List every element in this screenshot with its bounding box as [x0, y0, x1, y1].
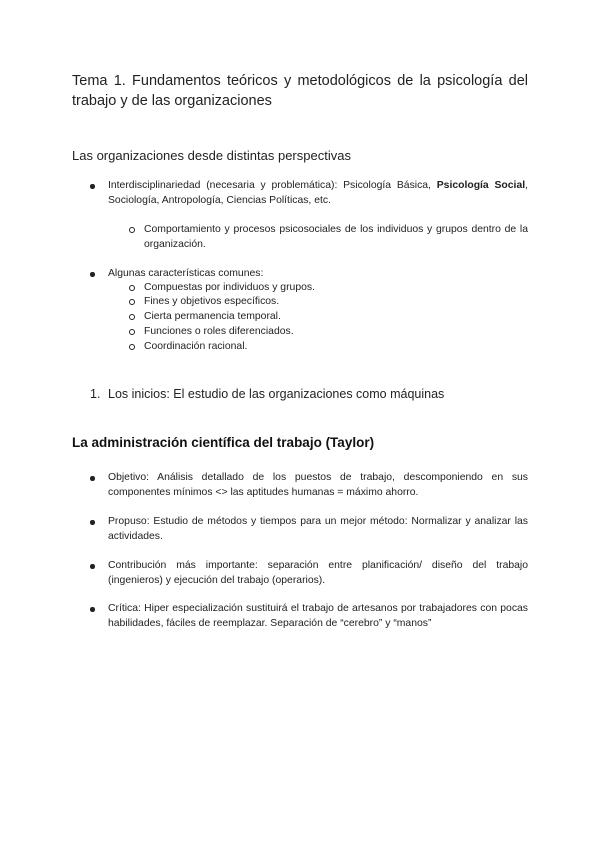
bullet-dot — [90, 184, 95, 189]
sub-bullet-ring — [129, 314, 135, 320]
common-item: Fines y objetivos específicos. — [144, 296, 280, 307]
common-item: Funciones o roles diferenciados. — [144, 326, 294, 337]
bold-psicologia-social: Psicología Social — [436, 180, 526, 191]
taylor-item: Crítica: Hiper especialización sustituirá el trabajo de artesanos por trabajadores con pocas habilidades, fáciles de reemplazar. Separación de “cerebro” y “manos” — [108, 603, 528, 629]
bullet-interdisciplinary-text: Interdisciplinariedad (necesaria y problemática): Psicología Básica, — [108, 180, 437, 191]
bullet-interdisciplinary-suffix: , Sociología, Antropología, Ciencias Políticas, etc. — [108, 180, 528, 206]
taylor-item: Contribución más importante: separación entre planificación/ diseño del trabajo (ingenieros) y ejecución del trabajo (operarios). — [108, 560, 528, 586]
bullet-dot — [90, 607, 95, 612]
sub-bullet-ring — [129, 329, 135, 335]
sub-bullet-ring — [129, 285, 135, 291]
sub-behaviour: Comportamiento y procesos psicosociales de los individuos y grupos dentro de la organización. — [144, 224, 528, 250]
sub-bullet-ring — [129, 299, 135, 305]
common-item: Compuestas por individuos y grupos. — [144, 282, 315, 293]
numbered-heading-number: 1. — [90, 387, 101, 401]
bullet-dot — [90, 564, 95, 569]
bullet-dot — [90, 520, 95, 525]
taylor-item: Objetivo: Análisis detallado de los puestos de trabajo, descomponiendo en sus componentes mínimos <> las aptitudes humanas = máximo ahorro. — [108, 472, 528, 498]
taylor-item: Propuso: Estudio de métodos y tiempos para un mejor método: Normalizar y analizar las actividades. — [108, 516, 528, 542]
common-item: Coordinación racional. — [144, 341, 248, 352]
numbered-heading-text: Los inicios: El estudio de las organizaciones como máquinas — [108, 387, 445, 401]
section-title: La administración científica del trabajo (Taylor) — [72, 435, 375, 450]
perspectives-heading: Las organizaciones desde distintas perspectivas — [72, 148, 351, 163]
sub-bullet-ring — [129, 227, 135, 233]
bullet-common: Algunas características comunes: — [108, 268, 264, 279]
bullet-dot — [90, 272, 95, 277]
sub-bullet-ring — [129, 344, 135, 350]
bullet-dot — [90, 476, 95, 481]
common-item: Cierta permanencia temporal. — [144, 311, 281, 322]
bullet-interdisciplinary — [108, 178, 528, 208]
document-title: Tema 1. Fundamentos teóricos y metodológicos de la psicología del trabajo y de las organizaciones — [72, 73, 528, 109]
